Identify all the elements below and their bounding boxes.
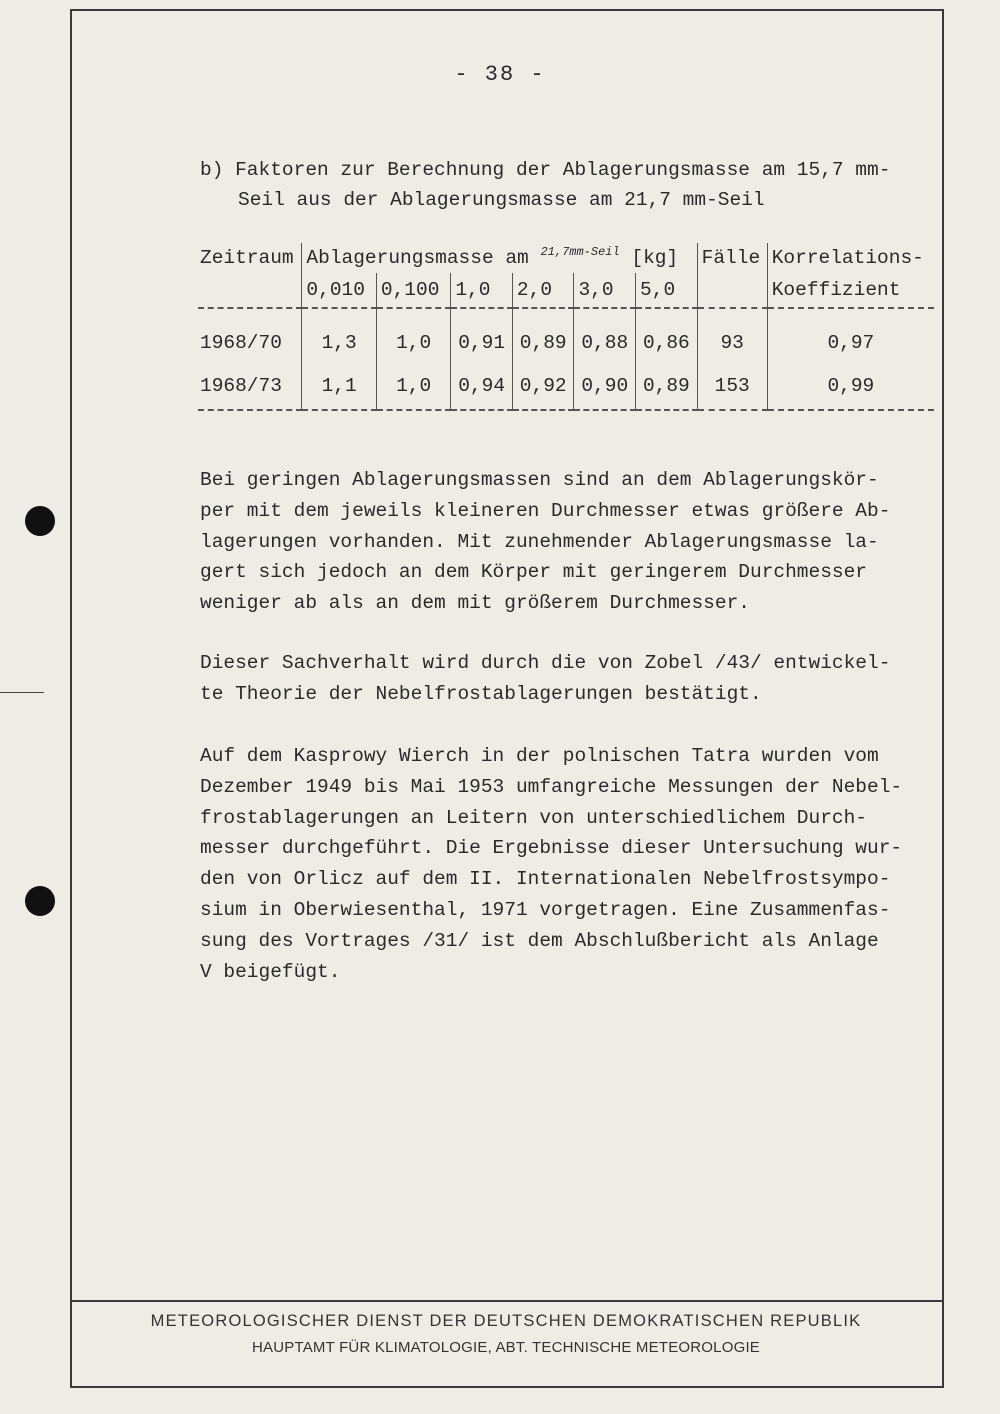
mass-value: 5,0 — [636, 273, 698, 308]
cell-korrelation: 0,99 — [767, 363, 934, 410]
header-koeffizient: Koeffizient — [767, 273, 934, 308]
text-line: te Theorie der Nebelfrostablagerungen bestätigt. — [200, 682, 762, 705]
punch-hole — [25, 506, 55, 536]
text-line: messer durchgeführt. Die Ergebnisse dieser Untersuchung wur- — [200, 837, 903, 860]
institution-footer — [70, 1312, 942, 1356]
mass-value: 1,0 — [451, 273, 513, 308]
cell-value: 0,89 — [512, 308, 574, 363]
paragraph-1 — [200, 465, 940, 619]
header-masse-label: Ablagerungsmasse am — [306, 247, 529, 269]
text-line: Auf dem Kasprowy Wierch in der polnischen Tatra wurden vom — [200, 745, 879, 767]
cell-value: 0,92 — [512, 363, 574, 410]
text-line: frostablagerungen an Leitern von unterschiedlichem Durch- — [200, 806, 868, 829]
text-line: den von Orlicz auf dem II. Internationalen Nebelfrostsympo- — [200, 868, 891, 891]
table-row — [198, 363, 934, 410]
text-line: gert sich jedoch an dem Körper mit geringerem Durchmesser — [200, 561, 868, 584]
cell-value: 0,91 — [451, 308, 513, 363]
text-line: weniger ab als an dem mit größerem Durchmesser. — [200, 592, 750, 615]
header-ablagerungsmasse — [302, 243, 697, 273]
cell-value: 0,90 — [574, 363, 636, 410]
text-line: Dezember 1949 bis Mai 1953 umfangreiche Messungen der Nebel- — [200, 775, 903, 798]
cell-zeitraum: 1968/73 — [198, 363, 302, 410]
factor-table — [198, 243, 934, 411]
cell-korrelation: 0,97 — [767, 308, 934, 363]
header-empty — [697, 273, 767, 308]
page-number: - 38 - — [454, 62, 546, 87]
margin-mark — [0, 692, 44, 693]
footer-line-2: HAUPTAMT FÜR KLIMATOLOGIE, ABT. TECHNISCHE METEOROLOGIE — [251, 1339, 761, 1356]
cell-value: 1,0 — [376, 308, 450, 363]
header-faelle: Fälle — [697, 243, 767, 273]
heading-line: Seil aus der Ablagerungsmasse am 21,7 mm-Seil — [238, 189, 765, 211]
header-masse-unit: [kg] — [631, 247, 679, 269]
footer-line-1: METEOROLOGISCHER DIENST DER DEUTSCHEN DEMOKRATISCHEN REPUBLIK — [150, 1312, 862, 1330]
punch-hole — [25, 886, 55, 916]
cell-value: 0,88 — [574, 308, 636, 363]
mass-value: 3,0 — [574, 273, 636, 308]
heading-line: b) Faktoren zur Berechnung der Ablagerungsmasse am 15,7 mm- — [200, 159, 891, 181]
text-line: Dieser Sachverhalt wird durch die von Zobel /43/ entwickel- — [200, 652, 891, 674]
header-korrelation: Korrelations- — [767, 243, 934, 273]
cell-value: 0,94 — [451, 363, 513, 410]
cell-value: 0,89 — [636, 363, 698, 410]
cell-value: 1,1 — [302, 363, 376, 410]
paragraph-3 — [200, 741, 940, 987]
cell-value: 0,86 — [636, 308, 698, 363]
mass-value: 2,0 — [512, 273, 574, 308]
footer-divider — [70, 1300, 942, 1302]
text-line: sung des Vortrages /31/ ist dem Abschlußbericht als Anlage — [200, 929, 879, 952]
section-heading — [200, 155, 920, 215]
cell-faelle: 153 — [697, 363, 767, 410]
cell-value: 1,3 — [302, 308, 376, 363]
cell-value: 1,0 — [376, 363, 450, 410]
header-masse-note: 21,7mm-Seil — [540, 245, 620, 259]
cell-faelle: 93 — [697, 308, 767, 363]
text-line: Bei geringen Ablagerungsmassen sind an dem Ablagerungskör- — [200, 469, 879, 491]
text-line: sium in Oberwiesenthal, 1971 vorgetragen. Eine Zusammenfas- — [200, 898, 891, 921]
header-empty — [198, 273, 302, 308]
cell-zeitraum: 1968/70 — [200, 332, 282, 354]
text-line: per mit dem jeweils kleineren Durchmesser etwas größere Ab- — [200, 499, 891, 522]
paragraph-2 — [200, 648, 940, 710]
text-line: V beigefügt. — [200, 960, 341, 983]
header-zeitraum: Zeitraum — [200, 247, 294, 269]
text-line: lagerungen vorhanden. Mit zunehmender Ablagerungsmasse la- — [200, 530, 879, 553]
mass-value: 0,010 — [302, 273, 376, 308]
table-row — [198, 308, 934, 363]
mass-value: 0,100 — [376, 273, 450, 308]
